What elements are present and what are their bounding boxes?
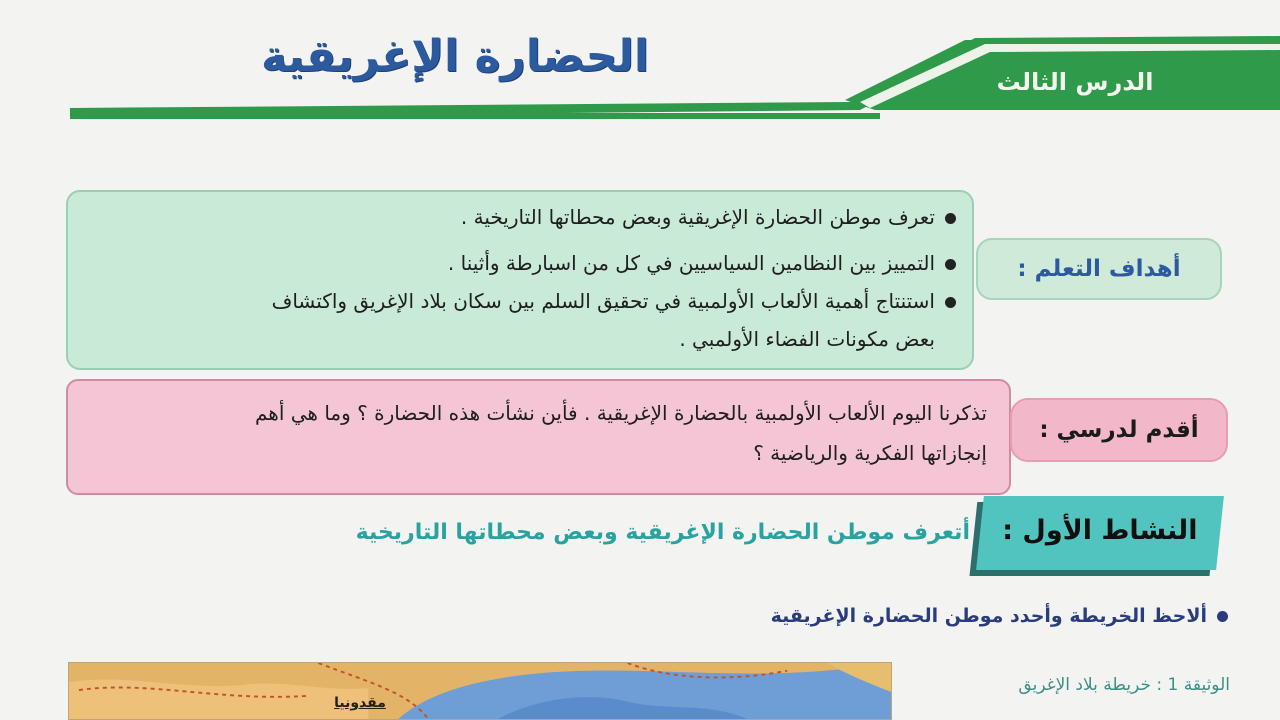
map-graphic xyxy=(69,663,891,719)
activity-label: النشاط الأول : xyxy=(976,496,1224,570)
objectives-box xyxy=(66,190,974,370)
intro-line-2: إنجازاتها الفكرية والرياضية ؟ xyxy=(753,441,987,465)
map-region-label: مقدونيا xyxy=(334,695,386,711)
document-caption: الوثيقة 1 : خريطة بلاد الإغريق xyxy=(1018,675,1230,695)
objective-item: تعرف موطن الحضارة الإغريقية وبعض محطاتها التاريخية . xyxy=(461,202,956,232)
objective-continuation: بعض مكونات الفضاء الأولمبي . xyxy=(679,327,935,351)
instruction: ألاحظ الخريطة وأحدد موطن الحضارة الإغريقية xyxy=(560,598,1228,634)
lesson-number: الدرس الثالث xyxy=(996,68,1154,96)
objectives-label: أهداف التعلم : xyxy=(976,238,1222,300)
intro-label: أقدم لدرسي : xyxy=(1010,398,1228,462)
bullet-icon xyxy=(945,259,956,270)
lesson-title: الحضارة الإغريقية xyxy=(261,31,649,82)
bullet-icon xyxy=(945,297,956,308)
activity-title: أتعرف موطن الحضارة الإغريقية وبعض محطاتها التاريخية xyxy=(355,520,970,545)
objective-item: التمييز بين النظامين السياسيين في كل من اسبارطة وأثينا . xyxy=(448,248,956,278)
bullet-icon xyxy=(945,213,956,224)
objective-item: استنتاج أهمية الألعاب الأولمبية في تحقيق السلم بين سكان بلاد الإغريق واكتشاف xyxy=(272,286,956,316)
intro-box xyxy=(66,379,1011,495)
intro-line-1: تذكرنا اليوم الألعاب الأولمبية بالحضارة الإغريقية . فأين نشأت هذه الحضارة ؟ وما هي أهم xyxy=(254,401,987,425)
bullet-icon xyxy=(1217,611,1228,622)
greece-map xyxy=(68,662,892,720)
